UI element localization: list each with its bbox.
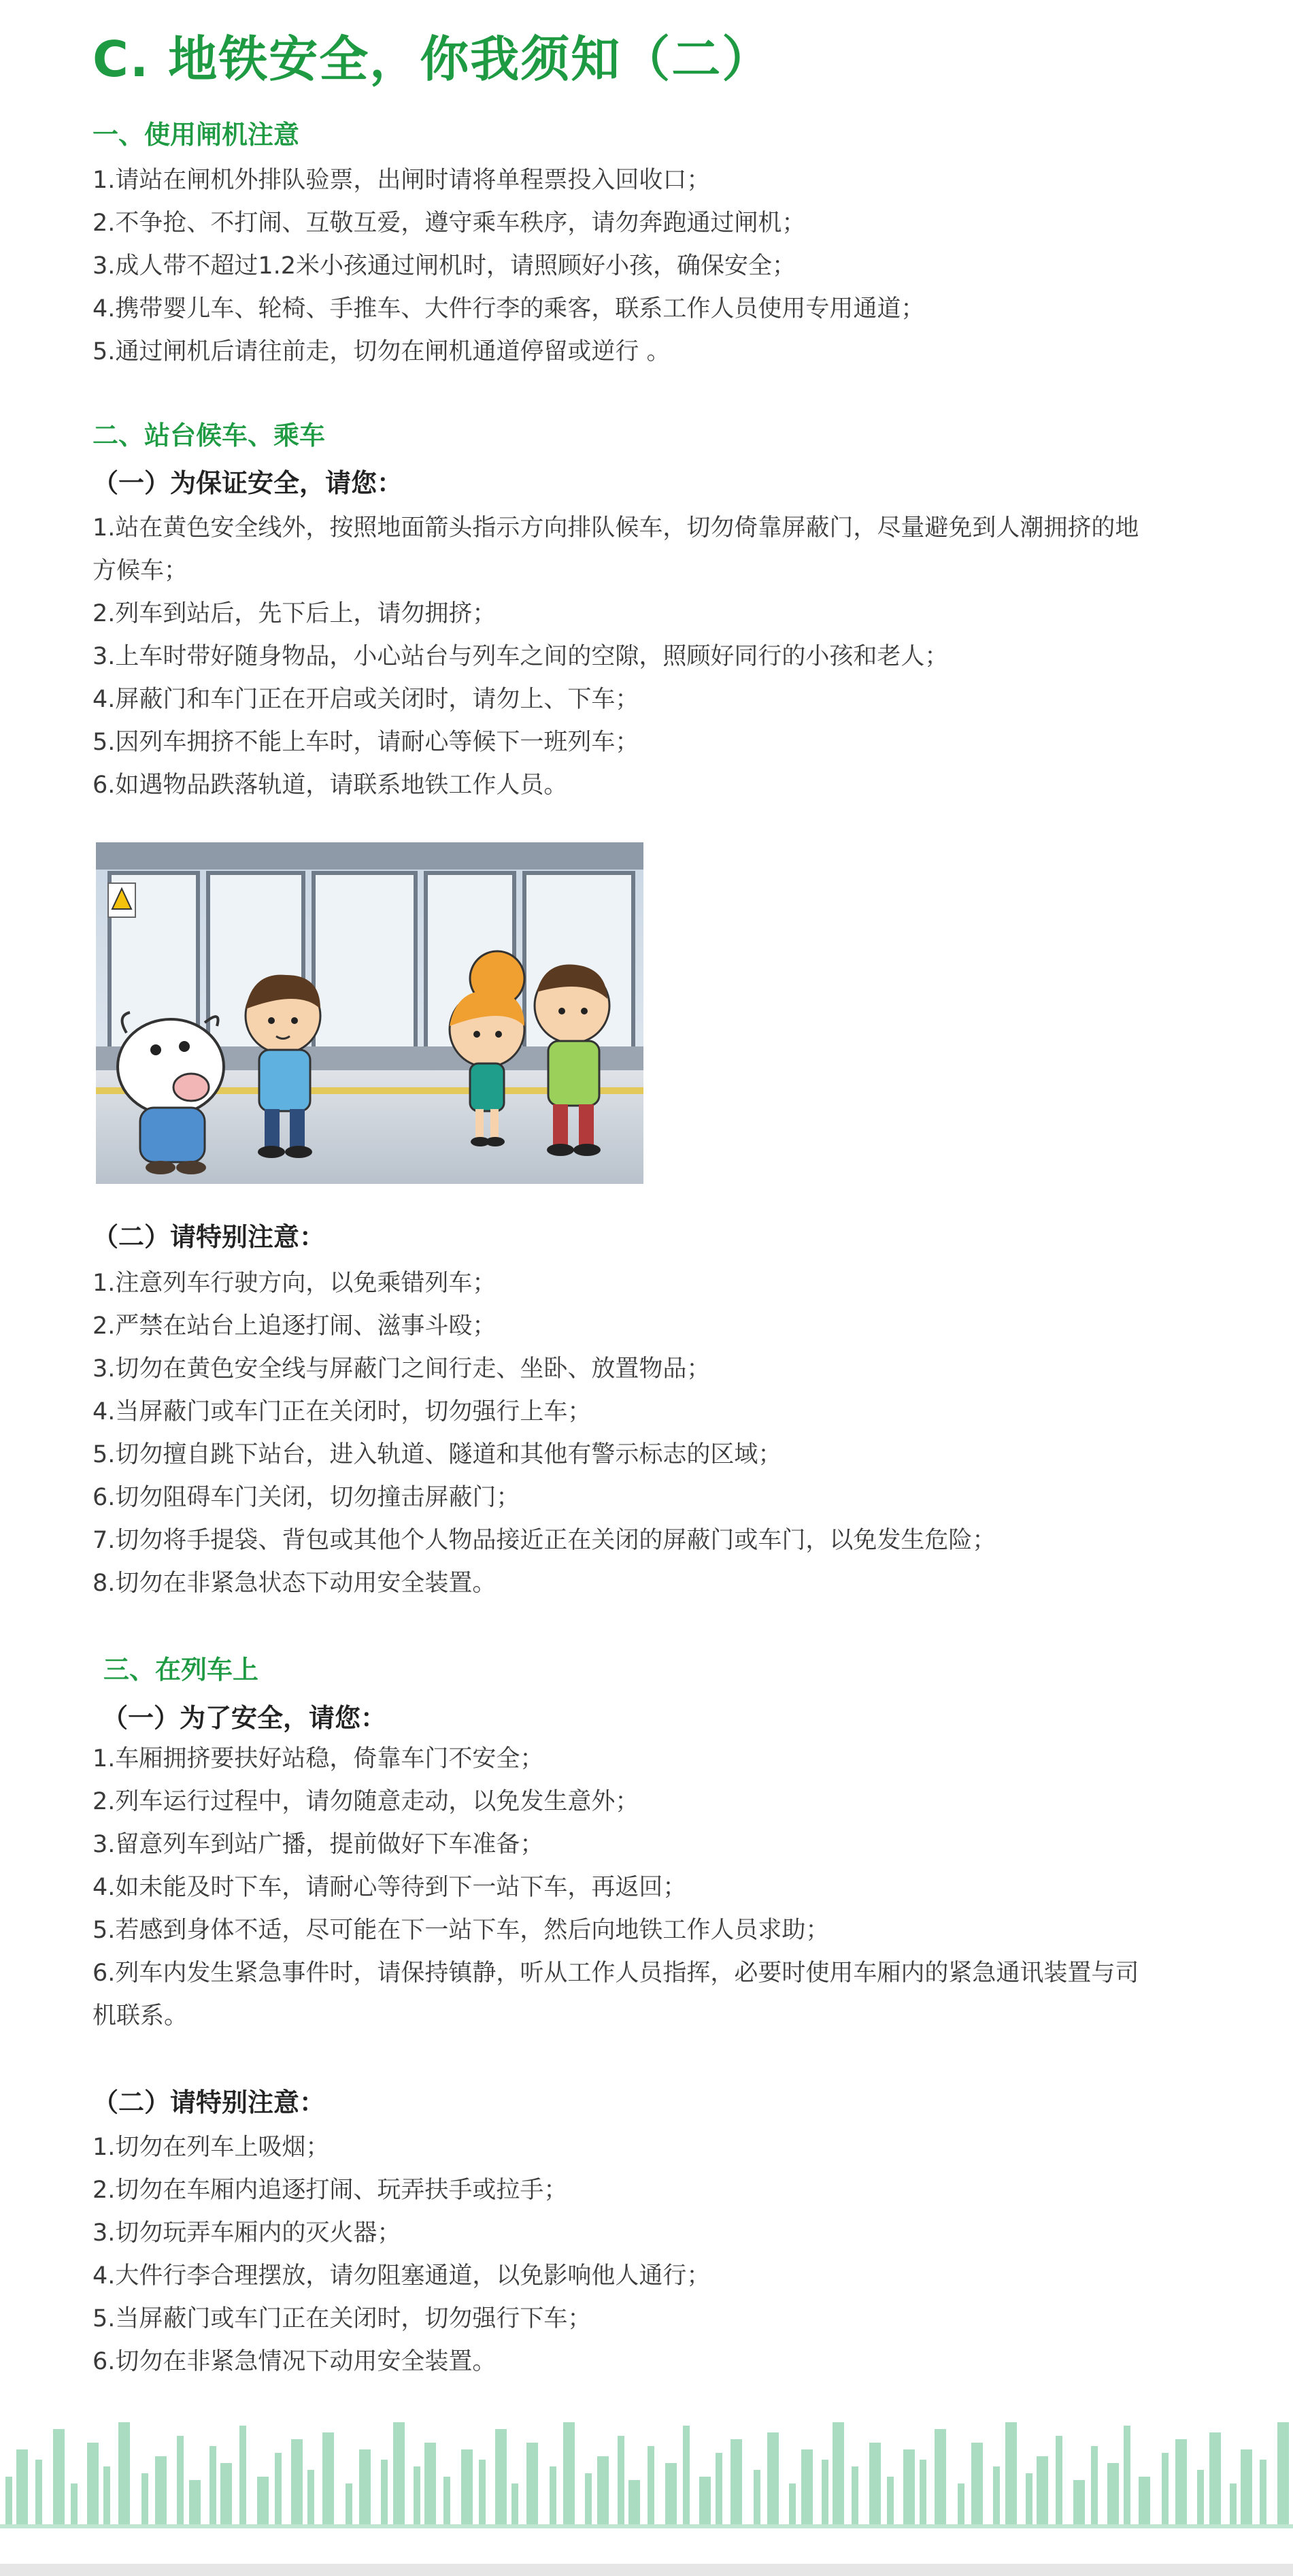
skyline-building <box>526 2443 538 2524</box>
skyline-building <box>767 2432 779 2524</box>
skyline-building <box>189 2480 201 2524</box>
skyline-building <box>731 2439 742 2524</box>
skyline-building <box>381 2460 388 2524</box>
list-item: 3.上车时带好随身物品，小心站台与列车之间的空隙，照顾好同行的小孩和老人； <box>93 643 949 670</box>
list-item: 5.切勿擅自跳下站台，进入轨道、隧道和其他有警示标志的区域； <box>93 1441 782 1468</box>
skyline-building <box>887 2477 894 2524</box>
skyline-building <box>789 2483 796 2524</box>
footer-bar <box>0 2564 1293 2576</box>
skyline-building <box>424 2443 436 2524</box>
skyline-building <box>443 2477 450 2524</box>
skyline-building <box>346 2483 352 2524</box>
platform-attention-list <box>93 1262 996 1605</box>
skyline-building <box>322 2432 334 2524</box>
skyline-building <box>1026 2473 1032 2524</box>
skyline-building <box>1091 2446 1098 2524</box>
list-item: 2.列车运行过程中，请勿随意走动，以免发生意外； <box>93 1788 639 1815</box>
sub-heading-train-attention: （二）请特别注意： <box>93 2087 326 2117</box>
skyline-building <box>155 2456 167 2524</box>
skyline-building <box>1175 2439 1187 2524</box>
skyline-building <box>1277 2422 1289 2524</box>
list-item: 7.切勿将手提袋、背包或其他个人物品接近正在关闭的屏蔽门或车门，以免发生危险； <box>93 1527 996 1554</box>
list-item: 3.切勿在黄色安全线与屏蔽门之间行走、坐卧、放置物品； <box>93 1355 711 1383</box>
skyline-building <box>852 2466 858 2524</box>
skyline-building <box>359 2449 371 2524</box>
skyline-building <box>754 2470 760 2524</box>
sub-heading-train-safety: （一）为了安全，请您： <box>102 1703 387 1733</box>
skyline-building <box>35 2460 42 2524</box>
list-item: 8.切勿在非紧急状态下动用安全装置。 <box>93 1570 497 1597</box>
skyline-building <box>1260 2460 1266 2524</box>
skyline-building <box>1107 2463 1119 2524</box>
skyline-building <box>822 2460 828 2524</box>
skyline-building <box>597 2456 609 2524</box>
skyline-building <box>511 2483 518 2524</box>
skyline-building <box>118 2422 130 2524</box>
skyline-building <box>648 2446 654 2524</box>
skyline-building <box>257 2477 269 2524</box>
list-item: 4.如未能及时下车，请耐心等待到下一站下车，再返回； <box>93 1874 687 1901</box>
skyline-building <box>479 2460 486 2524</box>
list-item: 1.站在黄色安全线外，按照地面箭头指示方向排队候车，切勿倚靠屏蔽门，尽量避免到人潮拥挤的地方候车； <box>93 514 1139 584</box>
skyline-building <box>209 2446 216 2524</box>
skyline-building <box>833 2422 844 2524</box>
skyline-building <box>1037 2456 1048 2524</box>
skyline-building <box>1241 2449 1252 2524</box>
skyline-building <box>177 2436 184 2524</box>
skyline-building <box>618 2436 624 2524</box>
city-skyline-decoration <box>0 2402 1293 2538</box>
list-item: 1.车厢拥挤要扶好站稳，倚靠车门不安全； <box>93 1745 544 1772</box>
skyline-building <box>1209 2432 1221 2524</box>
skyline-building <box>563 2422 575 2524</box>
list-item: 6.列车内发生紧急事件时，请保持镇静，听从工作人员指挥，必要时使用车厢内的紧急通讯装置与司机联系。 <box>93 1960 1139 2030</box>
list-item: 2.列车到站后，先下后上，请勿拥挤； <box>93 600 497 627</box>
skyline-building <box>1073 2480 1085 2524</box>
skyline-building <box>801 2449 813 2524</box>
section-heading-train: 三、在列车上 <box>103 1655 259 1685</box>
list-item: 1.请站在闸机外排队验票，出闸时请将单程票投入回收口； <box>93 167 711 194</box>
skyline-building <box>903 2449 915 2524</box>
skyline-building <box>414 2466 420 2524</box>
list-item: 4.大件行李合理摆放，请勿阻塞通道，以免影响他人通行； <box>93 2262 711 2290</box>
list-item: 6.切勿阻碍车门关闭，切勿撞击屏蔽门； <box>93 1484 520 1511</box>
skyline-building <box>53 2429 65 2524</box>
list-item: 3.切勿玩弄车厢内的灭火器； <box>93 2219 401 2247</box>
section-heading-platform: 二、站台候车、乘车 <box>93 420 326 450</box>
skyline-building <box>665 2463 677 2524</box>
list-item: 1.切勿在列车上吸烟； <box>93 2134 330 2161</box>
skyline-building <box>1162 2453 1169 2524</box>
list-item: 2.严禁在站台上追逐打闹、滋事斗殴； <box>93 1312 497 1340</box>
skyline-building <box>291 2439 303 2524</box>
skyline-building <box>71 2483 78 2524</box>
skyline-building <box>1197 2470 1204 2524</box>
list-item: 6.如遇物品跌落轨道，请联系地铁工作人员。 <box>93 772 568 799</box>
page-title: C. 地铁安全，你我须知（二） <box>93 31 773 88</box>
list-item: 4.当屏蔽门或车门正在关闭时，切勿强行上车； <box>93 1398 592 1425</box>
list-item: 6.切勿在非紧急情况下动用安全装置。 <box>93 2348 497 2375</box>
skyline-building <box>393 2422 405 2524</box>
skyline-building <box>920 2460 926 2524</box>
list-item: 2.切勿在车厢内追逐打闹、玩弄扶手或拉手； <box>93 2177 568 2204</box>
skyline-building <box>239 2426 246 2524</box>
platform-safety-list <box>93 507 1140 807</box>
list-item: 5.通过闸机后请往前走，切勿在闸机通道停留或逆行 。 <box>93 338 671 365</box>
list-item: 1.注意列车行驶方向，以免乘错列车； <box>93 1270 497 1297</box>
skyline-building <box>220 2463 232 2524</box>
list-item: 5.若感到身体不适，尽可能在下一站下车，然后向地铁工作人员求助； <box>93 1917 830 1944</box>
list-item: 4.屏蔽门和车门正在开启或关闭时，请勿上、下车； <box>93 686 639 713</box>
skyline-building <box>993 2466 1000 2524</box>
skyline-building <box>307 2470 314 2524</box>
skyline-building <box>971 2443 983 2524</box>
skyline-building <box>495 2429 507 2524</box>
skyline-building <box>87 2443 99 2524</box>
list-item: 5.当屏蔽门或车门正在关闭时，切勿强行下车； <box>93 2305 592 2332</box>
list-item: 3.成人带不超过1.2米小孩通过闸机时，请照顾好小孩，确保安全； <box>93 252 796 280</box>
skyline-building <box>1139 2477 1150 2524</box>
skyline-building <box>141 2473 148 2524</box>
list-item: 3.留意列车到站广播，提前做好下车准备； <box>93 1831 544 1858</box>
skyline-building <box>585 2473 592 2524</box>
skyline-building <box>869 2443 881 2524</box>
section-heading-gates: 一、使用闸机注意 <box>93 120 300 150</box>
sub-heading-platform-safety: （一）为保证安全，请您： <box>93 468 403 498</box>
skyline-building <box>103 2466 110 2524</box>
skyline-building <box>683 2426 690 2524</box>
list-item: 2.不争抢、不打闹、互敬互爱，遵守乘车秩序，请勿奔跑通过闸机； <box>93 210 806 237</box>
skyline-building <box>1124 2426 1130 2524</box>
skyline-building <box>935 2429 946 2524</box>
platform-illustration <box>96 842 643 1184</box>
skyline-building <box>275 2453 282 2524</box>
skyline-building <box>699 2477 711 2524</box>
sub-heading-platform-attention: （二）请特别注意： <box>93 1222 326 1252</box>
gates-list <box>93 159 924 374</box>
skyline-building <box>1005 2422 1017 2524</box>
skyline-building <box>16 2449 28 2524</box>
list-item: 4.携带婴儿车、轮椅、手推车、大件行李的乘客，联系工作人员使用专用通道； <box>93 295 925 323</box>
skyline-building <box>461 2449 473 2524</box>
list-item: 5.因列车拥挤不能上车时，请耐心等候下一班列车； <box>93 729 639 756</box>
skyline-building <box>550 2466 556 2524</box>
train-safety-list <box>93 1738 1140 2038</box>
skyline-building <box>716 2453 722 2524</box>
skyline-building <box>5 2477 12 2524</box>
skyline-building <box>1056 2436 1062 2524</box>
skyline-building <box>958 2483 964 2524</box>
skyline-building <box>628 2480 640 2524</box>
skyline-building <box>1230 2483 1237 2524</box>
train-attention-list <box>93 2126 710 2383</box>
